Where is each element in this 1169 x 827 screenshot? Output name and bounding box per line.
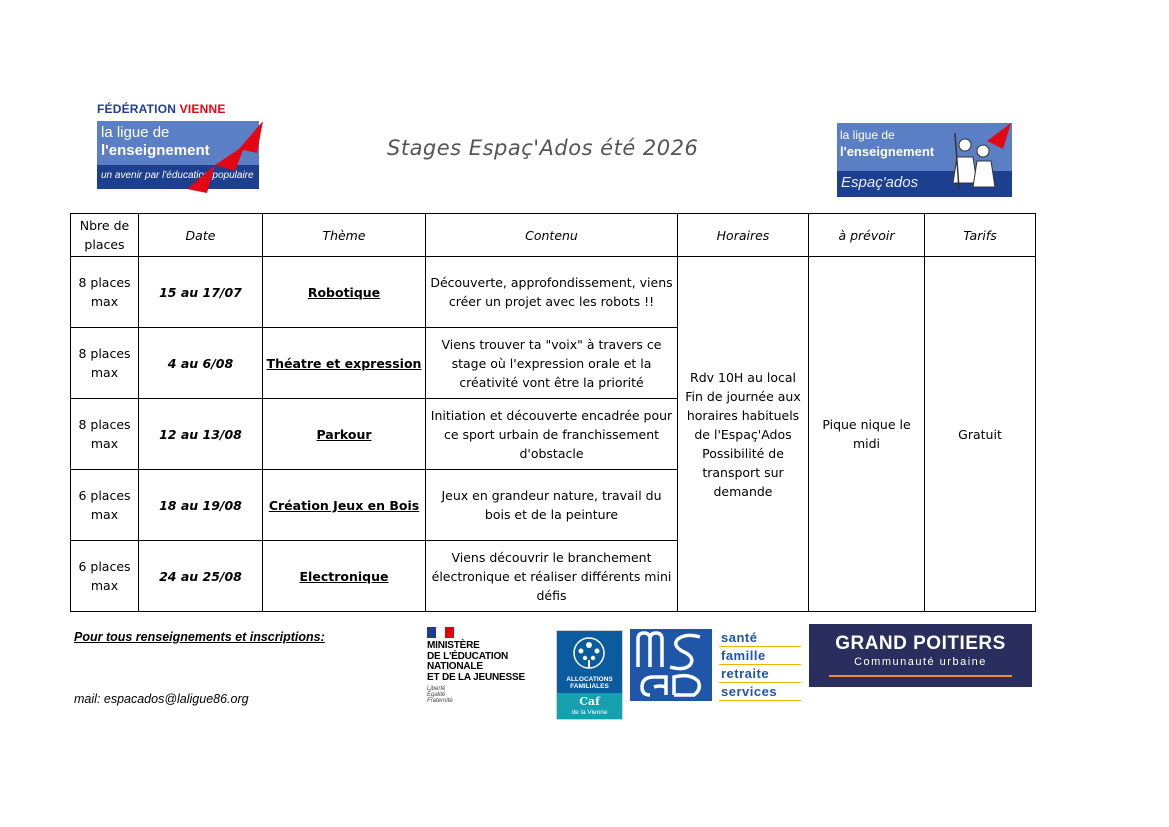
msa-word: retraite [719,665,801,683]
espacados-logo-line1: la ligue de [840,128,895,142]
ministere-logo [427,627,537,704]
theme-label: Robotique [307,284,381,300]
cell-places: 6 places max [71,541,139,612]
cell-theme [263,328,426,399]
info-label: Pour tous renseignements et inscriptions: [74,630,325,644]
cell-date: 24 au 25/08 [139,541,263,612]
espacados-logo-subbrand: Espaç'ados [841,174,919,191]
header-tarifs: Tarifs [925,214,1036,257]
cell-contenu: Viens trouver ta "voix" à travers ce stage où l'expression orale et la créativité vont être la priorité [426,328,678,399]
ligue-logo-line2: l'enseignement [101,142,210,159]
federation-label [97,102,226,116]
cell-theme [263,541,426,612]
caf-name: Caf [579,695,600,708]
ligue-logo-tagline: un avenir par l'éducation populaire [101,170,254,181]
grand-poitiers-logo [809,624,1032,687]
cell-date: 4 au 6/08 [139,328,263,399]
ligue-logo-line1: la ligue de [101,124,170,141]
federation-name: VIENNE [179,102,226,116]
table-header-row [71,214,1036,257]
cell-a-prevoir: Pique nique le midi [809,257,925,612]
cell-date: 12 au 13/08 [139,399,263,470]
caf-af-line1: ALLOCATIONS [566,676,613,683]
cell-theme [263,399,426,470]
page-title: Stages Espaç'Ados été 2026 [387,136,699,160]
cell-contenu: Initiation et découverte encadrée pour ce sport urbain de franchissement d'obstacle [426,399,678,470]
header-theme: Thème [263,214,426,257]
contact-email[interactable]: mail: espacados@laligue86.org [74,692,249,706]
cell-theme [263,470,426,541]
red-arrows-icon [97,121,267,193]
grand-poitiers-sub: Communauté urbaine [854,656,987,668]
msa-word: santé [719,629,801,647]
motto-liberte: Liberté [427,686,446,692]
msa-word: services [719,683,801,701]
theme-label: Electronique [299,568,389,584]
theme-label: Création Jeux en Bois [268,497,420,513]
cell-places: 6 places max [71,470,139,541]
kids-figures-icon [837,123,1012,197]
header-contenu: Contenu [426,214,678,257]
theme-label: Théatre et expression [266,355,422,371]
ministere-line4: ET DE LA JEUNESSE [427,671,525,683]
ligue-logo-left [97,121,259,189]
cell-date: 18 au 19/08 [139,470,263,541]
table-row [71,257,1036,328]
family-tree-icon [557,631,622,676]
espacados-logo-line2: l'enseignement [840,144,935,159]
french-flag-icon [427,627,454,638]
header-horaires: Horaires [678,214,809,257]
cell-places: 8 places max [71,328,139,399]
msa-logo-words [719,629,801,701]
header-a-prevoir: à prévoir [809,214,925,257]
grand-poitiers-underline [829,675,1012,677]
federation-prefix: FÉDÉRATION [97,102,177,116]
caf-logo [556,630,623,720]
header-places: Nbre de places [71,214,139,257]
caf-region: de la Vienne [571,709,608,716]
ministere-line3: NATIONALE [427,661,483,672]
msa-monogram-icon [630,629,712,701]
cell-contenu: Découverte, approfondissement, viens créer un projet avec les robots !! [426,257,678,328]
ministere-line2: DE L'ÉDUCATION [427,650,509,662]
motto-egalite: Égalité [427,692,446,698]
motto-fraternite: Fraternité [427,698,453,704]
cell-theme [263,257,426,328]
espacados-logo [837,123,1012,197]
ministere-line1: MINISTÈRE [427,640,480,651]
cell-horaires: Rdv 10H au local Fin de journée aux horaires habituels de l'Espaç'Ados Possibilité de transport sur demande [678,257,809,612]
header-date: Date [139,214,263,257]
cell-places: 8 places max [71,399,139,470]
grand-poitiers-name: GRAND POITIERS [835,633,1006,654]
cell-tarifs: Gratuit [925,257,1036,612]
cell-places: 8 places max [71,257,139,328]
msa-logo-mark [630,629,712,701]
theme-label: Parkour [316,426,372,442]
schedule-table [70,213,1036,612]
caf-af-line2: FAMILIALES [570,683,609,690]
cell-date: 15 au 17/07 [139,257,263,328]
cell-contenu: Jeux en grandeur nature, travail du bois et de la peinture [426,470,678,541]
msa-word: famille [719,647,801,665]
cell-contenu: Viens découvrir le branchement électronique et réaliser différents mini défis [426,541,678,612]
